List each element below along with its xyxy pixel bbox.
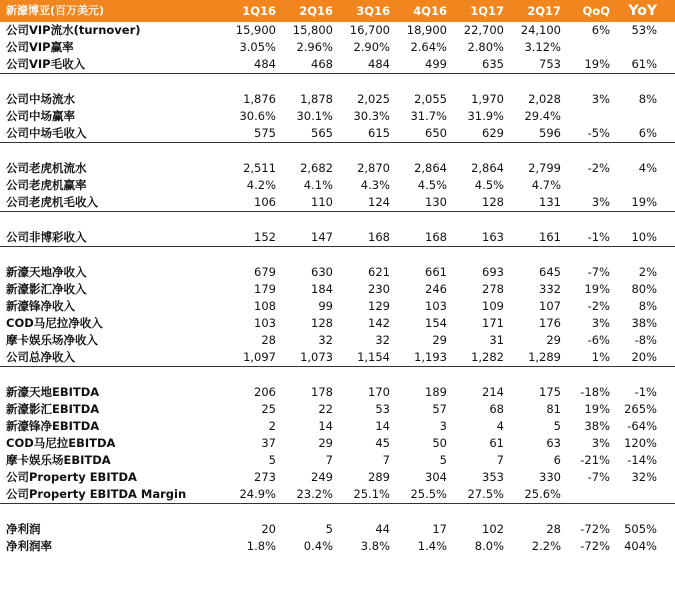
table-cell: 31.9% [467,109,504,123]
table-cell: 265% [624,402,657,416]
table-cell: 246 [425,282,447,296]
row-label: 新濠锋净EBITDA [6,419,100,433]
table-cell: 753 [539,57,561,71]
table-cell: 2,055 [414,92,447,106]
table-cell: 2.64% [410,40,447,54]
table-cell: 621 [368,265,390,279]
table-cell: 273 [254,470,276,484]
table-cell: 14 [318,419,333,433]
table-cell: 575 [254,126,276,140]
table-row [0,418,675,435]
table-cell: 1,282 [471,350,504,364]
spacer-row [0,74,675,91]
row-label: 新濠锋净收入 [6,299,75,313]
table-cell: 7 [496,453,504,467]
table-cell: 29 [318,436,333,450]
table-cell [574,177,610,194]
table-cell: 249 [311,470,333,484]
table-cell: 4.5% [417,178,447,192]
table-cell: 154 [425,316,447,330]
table-row [0,160,675,177]
table-row [0,264,675,281]
table-cell: 645 [539,265,561,279]
table-cell: 4.5% [474,178,504,192]
table-cell: 120% [624,436,657,450]
table-cell: 28 [546,522,561,536]
table-row [0,435,675,452]
table-cell: 5 [325,522,333,536]
table-cell: 206 [254,385,276,399]
table-row [0,194,675,212]
table-cell: 27.5% [467,487,504,501]
table-cell: 108 [254,299,276,313]
table-cell: 304 [425,470,447,484]
table-cell: 1,878 [300,92,333,106]
table-cell: 2,799 [528,161,561,175]
table-cell: 63 [546,436,561,450]
table-row [0,486,675,504]
table-cell: 61 [489,436,504,450]
table-cell: 2.96% [296,40,333,54]
table-cell: 4% [638,161,657,175]
header-col-1q16: 1Q16 [242,4,276,18]
table-row [0,56,675,74]
table-body [0,22,675,555]
row-label: 净利润 [6,522,41,536]
row-label: COD马尼拉净收入 [6,316,103,330]
table-cell: 353 [482,470,504,484]
table-cell: 615 [368,126,390,140]
table-cell: 25.1% [353,487,390,501]
table-cell: 15,800 [292,23,333,37]
table-cell: 29 [546,333,561,347]
table-cell: 630 [311,265,333,279]
table-row [0,384,675,401]
table-cell: 163 [482,230,504,244]
table-row [0,108,675,125]
table-cell: -2% [587,299,610,313]
table-cell: 128 [482,195,504,209]
row-label: 公司总净收入 [6,350,75,364]
table-cell: 32 [375,333,390,347]
table-cell: 18,900 [406,23,447,37]
table-cell [574,486,610,503]
table-cell: -7% [587,265,610,279]
table-cell: 2.2% [531,539,561,553]
table-cell: 6 [553,453,561,467]
table-cell: 2,025 [357,92,390,106]
table-cell: 3.12% [524,40,561,54]
row-label: 净利润率 [6,539,52,553]
table-cell: 1,154 [357,350,390,364]
table-cell: -18% [580,385,610,399]
table-row [0,125,675,143]
table-cell: 110 [311,195,333,209]
row-label: 公司老虎机赢率 [6,178,87,192]
table-row [0,22,675,39]
table-cell: 1,097 [243,350,276,364]
table-cell: 25.6% [524,487,561,501]
table-cell: 1.8% [246,539,276,553]
row-label: 公司中场赢率 [6,109,75,123]
table-cell: 184 [311,282,333,296]
table-cell: 278 [482,282,504,296]
table-cell: 31 [489,333,504,347]
table-cell: 130 [425,195,447,209]
table-cell: -72% [580,539,610,553]
table-cell: 22 [318,402,333,416]
row-label: 新濠影汇EBITDA [6,402,100,416]
table-cell: 484 [254,57,276,71]
table-cell: 289 [368,470,390,484]
table-cell: 1,193 [414,350,447,364]
spacer-row [0,143,675,160]
table-cell: 2,511 [243,161,276,175]
table-row [0,177,675,194]
table-cell: 161 [539,230,561,244]
table-cell: 4.1% [303,178,333,192]
table-cell: 4.7% [531,178,561,192]
table-cell: 679 [254,265,276,279]
table-row [0,349,675,367]
table-cell: 99 [318,299,333,313]
table-cell: -14% [627,453,657,467]
table-cell: 230 [368,282,390,296]
table-row [0,281,675,298]
table-cell: 20 [261,522,276,536]
table-cell: 45 [375,436,390,450]
table-cell: 7 [325,453,333,467]
table-cell: 1.4% [417,539,447,553]
table-row [0,452,675,469]
table-cell: 152 [254,230,276,244]
table-cell: 168 [425,230,447,244]
table-cell: 16,700 [349,23,390,37]
table-cell [574,39,610,56]
table-cell: 2,682 [300,161,333,175]
table-row [0,91,675,108]
table-cell: 31.7% [410,109,447,123]
table-cell [619,486,657,503]
table-cell: 30.3% [353,109,390,123]
table-cell: -1% [587,230,610,244]
table-cell: -2% [587,161,610,175]
table-cell: 2.90% [353,40,390,54]
table-cell [619,177,657,194]
header-col-2q16: 2Q16 [299,4,333,18]
table-cell: 4 [496,419,504,433]
table-cell: 38% [631,316,657,330]
table-header [0,0,675,22]
table-cell: 10% [631,230,657,244]
table-cell: 3% [591,92,610,106]
table-cell: 3% [591,316,610,330]
table-cell: 24.9% [239,487,276,501]
table-cell: 6% [638,126,657,140]
table-cell: 53% [631,23,657,37]
table-cell: 3% [591,436,610,450]
table-cell [619,108,657,125]
table-cell: 2% [638,265,657,279]
table-cell: 19% [584,402,610,416]
row-label: 公司中场毛收入 [6,126,87,140]
table-cell: 2,864 [414,161,447,175]
table-cell: 32% [631,470,657,484]
table-cell: 37 [261,436,276,450]
table-cell: 20% [631,350,657,364]
table-cell: 168 [368,230,390,244]
table-cell: 332 [539,282,561,296]
table-cell: 661 [425,265,447,279]
table-cell: 29 [432,333,447,347]
table-row [0,39,675,56]
table-cell: 80% [631,282,657,296]
table-cell: 4.2% [246,178,276,192]
table-cell: 25.5% [410,487,447,501]
table-cell: 147 [311,230,333,244]
table-cell: 15,900 [235,23,276,37]
table-cell [619,39,657,56]
table-row [0,521,675,538]
row-label: 公司Property EBITDA Margin [6,487,187,501]
table-cell: 2,028 [528,92,561,106]
table-cell: 1,289 [528,350,561,364]
table-cell: 3.8% [360,539,390,553]
table-cell: 28 [261,333,276,347]
header-label: 新濠博亚(百万美元) [6,4,105,17]
row-label: 公司中场流水 [6,92,75,106]
table-cell: 499 [425,57,447,71]
table-cell: 170 [368,385,390,399]
row-label: 新濠天地EBITDA [6,385,100,399]
header-col-1q17: 1Q17 [470,4,504,18]
table-cell: 0.4% [303,539,333,553]
table-cell: 189 [425,385,447,399]
row-label: 新濠影汇净收入 [6,282,87,296]
table-cell: 142 [368,316,390,330]
table-cell: -8% [634,333,657,347]
table-cell: 29.4% [524,109,561,123]
table-cell: 57 [432,402,447,416]
table-cell: -1% [634,385,657,399]
table-cell: 53 [375,402,390,416]
header-col-2q17: 2Q17 [527,4,561,18]
table-cell: -64% [627,419,657,433]
table-cell: 330 [539,470,561,484]
table-cell: -6% [587,333,610,347]
row-label: 公司老虎机流水 [6,161,87,175]
table-cell: 2.80% [467,40,504,54]
table-cell: 81 [546,402,561,416]
table-cell: 8% [638,92,657,106]
table-cell: 635 [482,57,504,71]
table-cell: 8% [638,299,657,313]
table-cell: 176 [539,316,561,330]
table-cell: 1,970 [471,92,504,106]
table-cell: 1% [591,350,610,364]
table-cell: 468 [311,57,333,71]
table-cell: 505% [624,522,657,536]
table-cell: 4.3% [360,178,390,192]
table-cell: 178 [311,385,333,399]
table-cell: -7% [587,470,610,484]
table-cell: 565 [311,126,333,140]
table-cell: 7 [382,453,390,467]
table-cell: 61% [631,57,657,71]
row-label: 摩卡娱乐场净收入 [6,333,98,347]
table-cell: 2,870 [357,161,390,175]
table-cell: 22,700 [463,23,504,37]
table-cell: 3 [439,419,447,433]
table-cell: 17 [432,522,447,536]
table-cell: 3% [591,195,610,209]
table-cell: 38% [584,419,610,433]
table-cell: 68 [489,402,504,416]
table-cell: 484 [368,57,390,71]
table-cell: 596 [539,126,561,140]
table-cell: 5 [553,419,561,433]
table-cell: 103 [425,299,447,313]
table-row [0,332,675,349]
table-cell: -72% [580,522,610,536]
table-cell: 50 [432,436,447,450]
table-cell: 32 [318,333,333,347]
table-cell [574,108,610,125]
table-cell: 19% [631,195,657,209]
table-cell: 23.2% [296,487,333,501]
table-cell: 19% [584,57,610,71]
spacer-row [0,247,675,264]
table-cell: 30.6% [239,109,276,123]
table-cell: 30.1% [296,109,333,123]
row-label: 公司VIP流水(turnover) [6,23,141,37]
table-cell: -5% [587,126,610,140]
table-cell: 1,876 [243,92,276,106]
row-label: 公司非博彩收入 [6,230,87,244]
header-col-qoq: QoQ [582,4,610,18]
table-cell: 629 [482,126,504,140]
spacer-row [0,212,675,229]
row-label: 公司Property EBITDA [6,470,137,484]
table-cell: 8.0% [474,539,504,553]
table-cell: 6% [591,23,610,37]
row-label: 公司老虎机毛收入 [6,195,98,209]
table-cell: 5 [268,453,276,467]
table-cell: 102 [482,522,504,536]
table-row [0,315,675,332]
table-row [0,538,675,555]
row-label: 新濠天地净收入 [6,265,87,279]
table-cell: 131 [539,195,561,209]
header-col-3q16: 3Q16 [356,4,390,18]
table-row [0,229,675,247]
table-cell: 107 [539,299,561,313]
table-row [0,298,675,315]
table-cell: -21% [580,453,610,467]
spacer-row [0,367,675,384]
header-col-4q16: 4Q16 [413,4,447,18]
table-cell: 124 [368,195,390,209]
table-cell: 2,864 [471,161,504,175]
table-cell: 25 [261,402,276,416]
table-cell: 693 [482,265,504,279]
table-cell: 650 [425,126,447,140]
table-cell: 2 [268,419,276,433]
row-label: 公司VIP毛收入 [6,57,86,71]
table-cell: 1,073 [300,350,333,364]
table-cell: 106 [254,195,276,209]
row-label: 公司VIP赢率 [6,40,74,54]
table-cell: 179 [254,282,276,296]
table-cell: 214 [482,385,504,399]
table-cell: 128 [311,316,333,330]
table-row [0,469,675,486]
table-cell: 404% [624,539,657,553]
table-cell: 129 [368,299,390,313]
table-cell: 24,100 [520,23,561,37]
row-label: 摩卡娱乐场EBITDA [6,453,111,467]
table-cell: 109 [482,299,504,313]
table-cell: 44 [375,522,390,536]
table-row [0,401,675,418]
table-cell: 171 [482,316,504,330]
table-cell: 19% [584,282,610,296]
table-cell: 3.05% [239,40,276,54]
spacer-row [0,504,675,521]
table-cell: 175 [539,385,561,399]
row-label: COD马尼拉EBITDA [6,436,116,450]
table-cell: 5 [439,453,447,467]
table-cell: 14 [375,419,390,433]
table-cell: 103 [254,316,276,330]
header-col-yoy: YoY [628,3,657,19]
